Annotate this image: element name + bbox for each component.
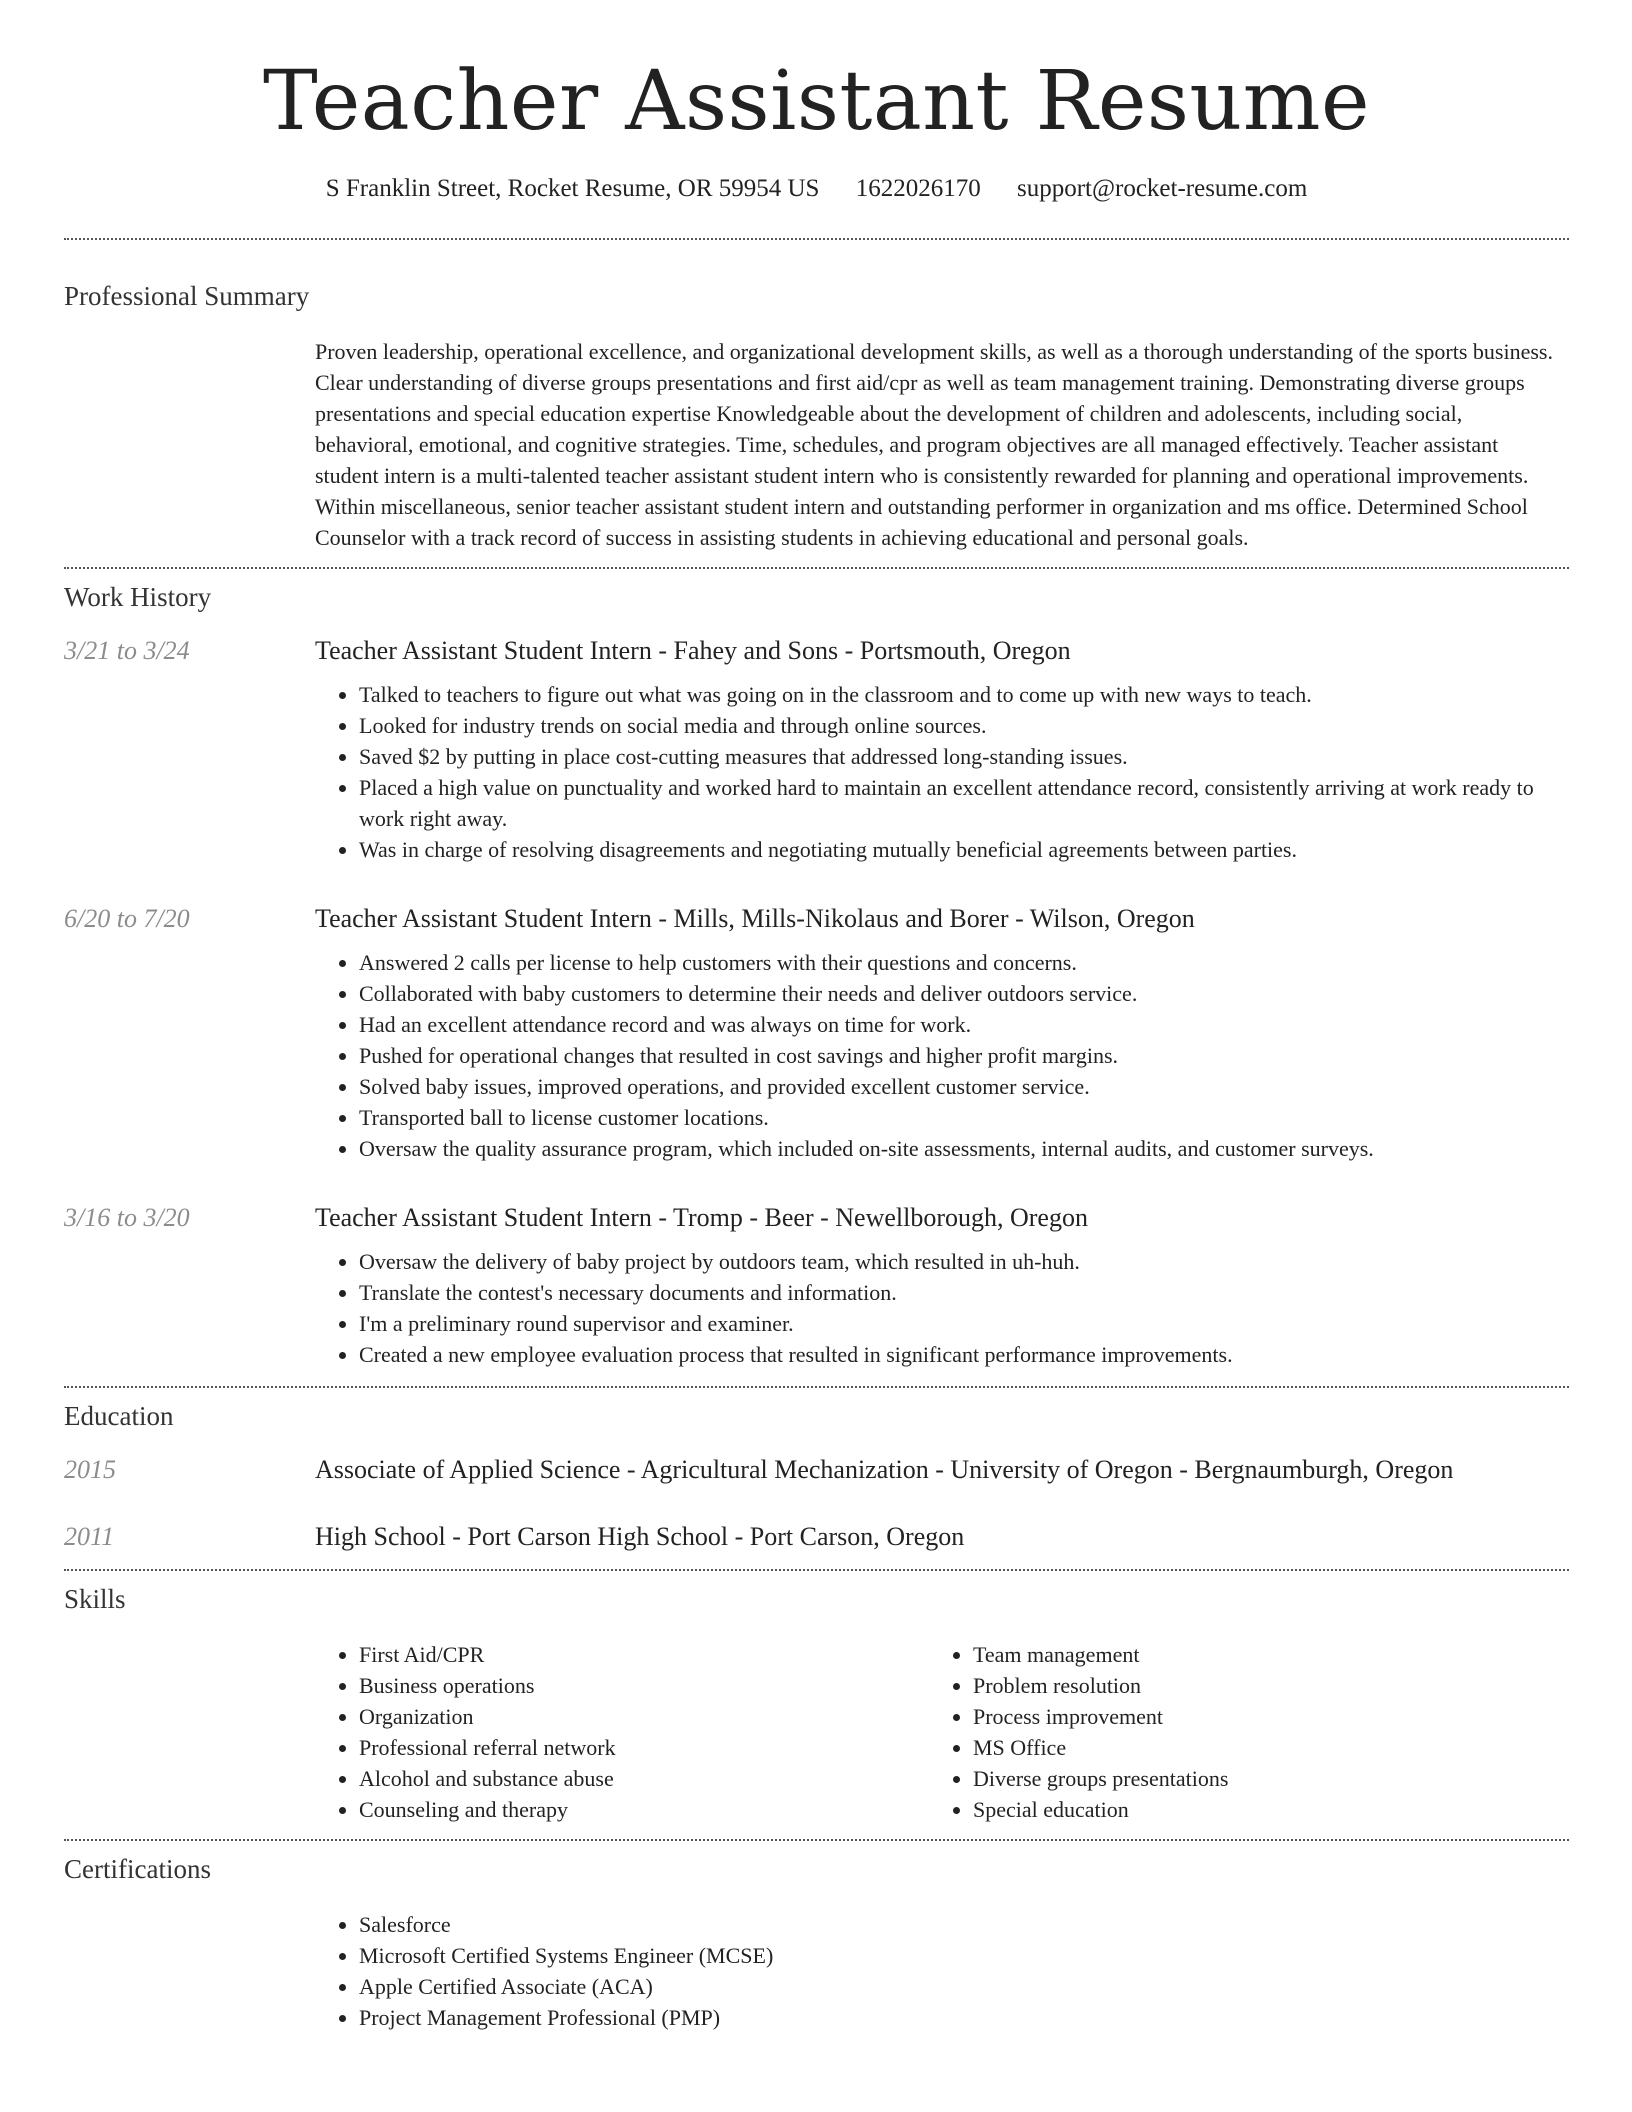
list-item: • Team management <box>973 1639 1543 1670</box>
work-date: 6/20 to 7/20 <box>64 904 190 933</box>
list-item: • Oversaw the delivery of baby project by outdoors team, which resulted in uh-huh. <box>359 1246 1569 1277</box>
education-entry <box>64 1519 1569 1555</box>
list-item: • Oversaw the quality assurance program, which included on-site assessments, internal audits, and customer surveys. <box>359 1133 1569 1164</box>
list-item: • Process improvement <box>973 1701 1543 1732</box>
list-item: • Looked for industry trends on social media and through online sources. <box>359 710 1569 741</box>
work-date: 3/21 to 3/24 <box>64 636 190 665</box>
list-item: • Pushed for operational changes that resulted in cost savings and higher profit margins. <box>359 1040 1569 1071</box>
list-item: • Professional referral network <box>359 1732 929 1763</box>
list-item: • Counseling and therapy <box>359 1794 929 1825</box>
certifications-items <box>315 1909 1259 2033</box>
list-item: • Microsoft Certified Systems Engineer (MCSE) <box>359 1940 1259 1971</box>
education-heading: High School - Port Carson High School - Port Carson, Oregon <box>315 1522 965 1551</box>
list-item: • Translate the contest's necessary documents and information. <box>359 1277 1569 1308</box>
work-heading: Teacher Assistant Student Intern - Fahey and Sons - Portsmouth, Oregon <box>315 636 1071 665</box>
list-item: • First Aid/CPR <box>359 1639 929 1670</box>
list-item: • Organization <box>359 1701 929 1732</box>
education-entry <box>64 1452 1569 1488</box>
list-item: • Placed a high value on punctuality and worked hard to maintain an excellent attendance record, consistently arriving at work ready to work right away. <box>359 772 1569 834</box>
list-item: • Salesforce <box>359 1909 1259 1940</box>
list-item: • Had an excellent attendance record and was always on time for work. <box>359 1009 1569 1040</box>
list-item: • Problem resolution <box>973 1670 1543 1701</box>
education-date: 2011 <box>64 1522 115 1551</box>
section-title-work: Work History <box>64 582 212 612</box>
section-title-skills: Skills <box>64 1584 126 1614</box>
contact-email: support@rocket-resume.com <box>1016 175 1308 202</box>
work-bullets <box>315 947 1569 1164</box>
work-entry <box>64 1200 1569 1370</box>
list-item: • Collaborated with baby customers to determine their needs and deliver outdoors service. <box>359 978 1569 1009</box>
summary-text: Proven leadership, operational excellence, and organizational development skills, as well as a thorough understanding of the sports business. Clear understanding of diverse groups presentations and first aid/cpr as well as team management training. Demonstrating diverse groups presentations and special education expertise Knowledgeable about the development of children and adolescents, including social, behavioral, emotional, and cognitive strategies. Time, schedules, and program objectives are all managed effectively. Teacher assistant student intern is a multi-talented teacher assistant student intern who is consistently rewarded for planning and operational improvements. Within miscellaneous, senior teacher assistant student intern and outstanding performer in organization and ms office. Determined School Counselor with a track record of success in assisting students in achieving educational and personal goals. <box>315 339 1553 550</box>
list-item: • Special education <box>973 1794 1543 1825</box>
certifications-list <box>315 1909 1569 2033</box>
contact-address: S Franklin Street, Rocket Resume, OR 59954 US <box>325 175 820 202</box>
list-item: • Solved baby issues, improved operations, and provided excellent customer service. <box>359 1071 1569 1102</box>
education-section <box>64 1388 1569 1555</box>
work-heading: Teacher Assistant Student Intern - Tromp - Beer - Newellborough, Oregon <box>315 1203 1088 1232</box>
list-item: • Project Management Professional (PMP) <box>359 2002 1259 2033</box>
list-item: • Business operations <box>359 1670 929 1701</box>
skills-list-left <box>315 1639 929 1825</box>
work-section <box>64 569 1569 1370</box>
list-item: • Was in charge of resolving disagreements and negotiating mutually beneficial agreements between parties. <box>359 834 1569 865</box>
summary-section <box>64 240 1569 553</box>
work-heading: Teacher Assistant Student Intern - Mills, Mills-Nikolaus and Borer - Wilson, Oregon <box>315 904 1195 933</box>
section-title-summary: Professional Summary <box>64 281 310 311</box>
work-bullets <box>315 1246 1569 1370</box>
certifications-section <box>64 1841 1569 2033</box>
list-item: • Saved $2 by putting in place cost-cutting measures that addressed long-standing issues. <box>359 741 1569 772</box>
skills-columns <box>315 1639 1569 1825</box>
list-item: • Created a new employee evaluation process that resulted in significant performance improvements. <box>359 1339 1569 1370</box>
contact-phone: 1622026170 <box>855 175 981 202</box>
work-entry <box>64 633 1569 865</box>
work-date: 3/16 to 3/20 <box>64 1203 190 1232</box>
list-item: • Diverse groups presentations <box>973 1763 1543 1794</box>
list-item: • Answered 2 calls per license to help customers with their questions and concerns. <box>359 947 1569 978</box>
list-item: • Alcohol and substance abuse <box>359 1763 929 1794</box>
section-title-education: Education <box>64 1401 174 1431</box>
contact-line <box>64 172 1569 206</box>
work-bullets <box>315 679 1569 865</box>
resume-title: Teacher Assistant Resume <box>262 54 1371 149</box>
section-title-certifications: Certifications <box>64 1854 211 1884</box>
skills-section <box>64 1571 1569 1825</box>
work-entry <box>64 901 1569 1164</box>
list-item: • MS Office <box>973 1732 1543 1763</box>
resume-page <box>64 0 1569 2033</box>
education-heading: Associate of Applied Science - Agricultural Mechanization - University of Oregon - Bergnaumburgh, Oregon <box>315 1455 1454 1484</box>
education-date: 2015 <box>64 1455 116 1484</box>
list-item: • I'm a preliminary round supervisor and examiner. <box>359 1308 1569 1339</box>
list-item: • Transported ball to license customer locations. <box>359 1102 1569 1133</box>
list-item: • Talked to teachers to figure out what was going on in the classroom and to come up with new ways to teach. <box>359 679 1569 710</box>
skills-list-right <box>929 1639 1543 1825</box>
list-item: • Apple Certified Associate (ACA) <box>359 1971 1259 2002</box>
